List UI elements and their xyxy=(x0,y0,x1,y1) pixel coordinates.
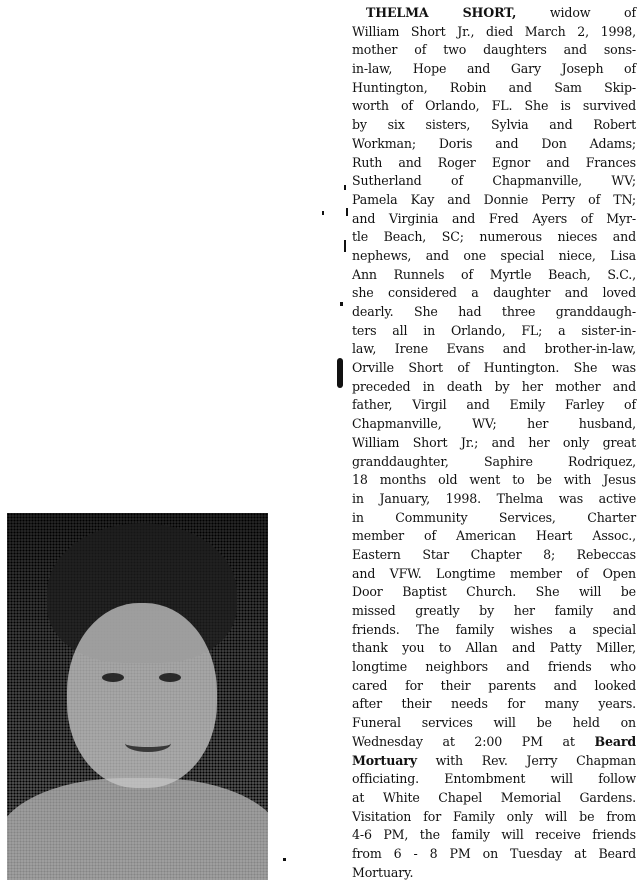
text-segment: missed greatly by her family and xyxy=(352,603,636,618)
text-segment: thank you to Allan and Patty Miller, xyxy=(352,640,636,656)
obituary-line xyxy=(352,266,636,285)
obituary-line xyxy=(352,172,636,191)
text-segment: father, Virgil and Emily Farley of xyxy=(352,397,636,413)
obituary-line xyxy=(352,396,636,415)
obituary-line xyxy=(352,789,636,808)
bold-text: THELMA SHORT, xyxy=(366,5,517,20)
obituary-line xyxy=(352,714,636,733)
obituary-line xyxy=(352,752,636,771)
text-segment: Visitation for Family only will be from xyxy=(352,808,636,824)
text-segment: from 6 - 8 PM on Tuesday at Beard xyxy=(352,845,636,861)
obituary-line xyxy=(352,322,636,341)
scan-mark xyxy=(346,208,348,216)
obituary-line xyxy=(352,359,636,378)
text-segment: preceded in death by her mother and xyxy=(352,378,636,394)
obituary-line xyxy=(352,79,636,98)
text-segment: Chapmanville, WV; her husband, xyxy=(352,416,636,432)
obituary-line xyxy=(352,453,636,472)
obituary-line xyxy=(352,135,636,154)
text-segment: tle Beach, SC; numerous nieces and xyxy=(352,229,636,245)
obituary-line xyxy=(352,565,636,584)
text-segment: widow of xyxy=(516,5,637,20)
obituary-line xyxy=(352,60,636,79)
text-segment: Ruth and Roger Egnor and Frances xyxy=(352,154,636,170)
text-segment: friends. The family wishes a special xyxy=(352,621,636,637)
text-segment: 4-6 PM, the family will receive friends xyxy=(352,827,636,843)
obituary-line xyxy=(352,770,636,789)
obituary-line xyxy=(352,695,636,714)
text-segment: by six sisters, Sylvia and Robert xyxy=(352,117,636,133)
text-segment: Door Baptist Church. She will be xyxy=(352,584,636,600)
scan-mark xyxy=(344,185,346,190)
text-segment: Ann Runnels of Myrtle Beach, S.C., xyxy=(352,266,636,282)
obituary-line xyxy=(352,527,636,546)
text-segment: mother of two daughters and sons- xyxy=(352,42,636,58)
obituary-line xyxy=(352,303,636,322)
text-segment: in Community Services, Charter xyxy=(352,509,636,525)
text-segment: after their needs for many years. xyxy=(352,696,636,712)
obituary-line xyxy=(352,621,636,640)
obituary-line xyxy=(352,639,636,658)
text-segment: in January, 1998. Thelma was active xyxy=(352,490,636,506)
text-segment: Mortuary. xyxy=(352,864,414,880)
obituary-line xyxy=(352,228,636,247)
obituary-line xyxy=(352,677,636,696)
text-segment: nephews, and one special niece, Lisa xyxy=(352,247,636,263)
text-segment: Huntington, Robin and Sam Skip- xyxy=(352,79,636,95)
text-segment: officiating. Entombment will follow xyxy=(352,771,636,787)
obituary-line xyxy=(352,23,636,42)
obituary-line xyxy=(352,378,636,397)
text-segment: she considered a daughter and loved xyxy=(352,285,636,301)
obituary-line xyxy=(352,509,636,528)
text-segment: in-law, Hope and Gary Joseph of xyxy=(352,61,636,77)
text-segment: Eastern Star Chapter 8; Rebeccas xyxy=(352,546,636,562)
bold-text: Beard xyxy=(594,733,636,749)
text-segment: longtime neighbors and friends who xyxy=(352,659,636,675)
bold-text: Mortuary xyxy=(352,752,417,768)
obituary-line xyxy=(352,247,636,266)
obituary-line xyxy=(352,845,636,864)
scan-mark xyxy=(322,211,324,215)
obituary-line xyxy=(352,191,636,210)
obituary-line xyxy=(352,826,636,845)
text-segment: William Short Jr.; and her only great xyxy=(352,434,636,450)
obituary-line xyxy=(352,808,636,827)
obituary-text xyxy=(352,4,636,881)
obituary-line xyxy=(352,41,636,60)
obituary-line xyxy=(352,658,636,677)
text-segment: William Short Jr., died March 2, 1998, xyxy=(352,23,636,39)
text-segment: member of American Heart Assoc., xyxy=(352,528,636,544)
portrait-photo xyxy=(7,513,268,880)
obituary-line xyxy=(352,154,636,173)
obituary-line xyxy=(352,864,636,881)
text-segment: cared for their parents and looked xyxy=(352,677,636,693)
obituary-line xyxy=(352,583,636,602)
text-segment: and VFW. Longtime member of Open xyxy=(352,565,636,581)
obituary-line xyxy=(352,340,636,359)
text-segment: Wednesday at 2:00 PM at xyxy=(352,733,595,749)
obituary-line xyxy=(352,284,636,303)
text-segment: 18 months old went to be with Jesus xyxy=(352,472,636,488)
text-segment: and Virginia and Fred Ayers of Myr- xyxy=(352,210,636,226)
obituary-line xyxy=(352,415,636,434)
scan-mark xyxy=(344,240,346,252)
text-segment: Sutherland of Chapmanville, WV; xyxy=(352,173,636,189)
text-segment: dearly. She had three granddaugh- xyxy=(352,304,636,319)
text-segment: Workman; Doris and Don Adams; xyxy=(352,135,636,151)
text-segment: Pamela Kay and Donnie Perry of TN; xyxy=(352,191,636,207)
text-segment: ters all in Orlando, FL; a sister-in- xyxy=(352,322,636,338)
text-segment: Orville Short of Huntington. She was xyxy=(352,360,636,376)
scan-mark xyxy=(337,358,343,388)
obituary-line xyxy=(352,116,636,135)
obituary-line xyxy=(352,97,636,116)
text-segment: worth of Orlando, FL. She is survived xyxy=(352,98,636,114)
obituary-line xyxy=(352,490,636,509)
obituary-line xyxy=(352,602,636,621)
obituary-line xyxy=(352,210,636,229)
obituary-line xyxy=(352,434,636,453)
text-segment: with Rev. Jerry Chapman xyxy=(416,752,636,768)
text-segment: Funeral services will be held on xyxy=(352,715,636,731)
obituary-line xyxy=(352,4,636,23)
scan-mark xyxy=(283,858,286,861)
obituary-line xyxy=(352,471,636,490)
text-segment: granddaughter, Saphire Rodriquez, xyxy=(352,453,636,469)
text-segment: at White Chapel Memorial Gardens. xyxy=(352,789,636,805)
text-segment: law, Irene Evans and brother-in-law, xyxy=(352,341,636,357)
obituary-line xyxy=(352,546,636,565)
scan-mark xyxy=(340,302,343,306)
obituary-line xyxy=(352,733,636,752)
